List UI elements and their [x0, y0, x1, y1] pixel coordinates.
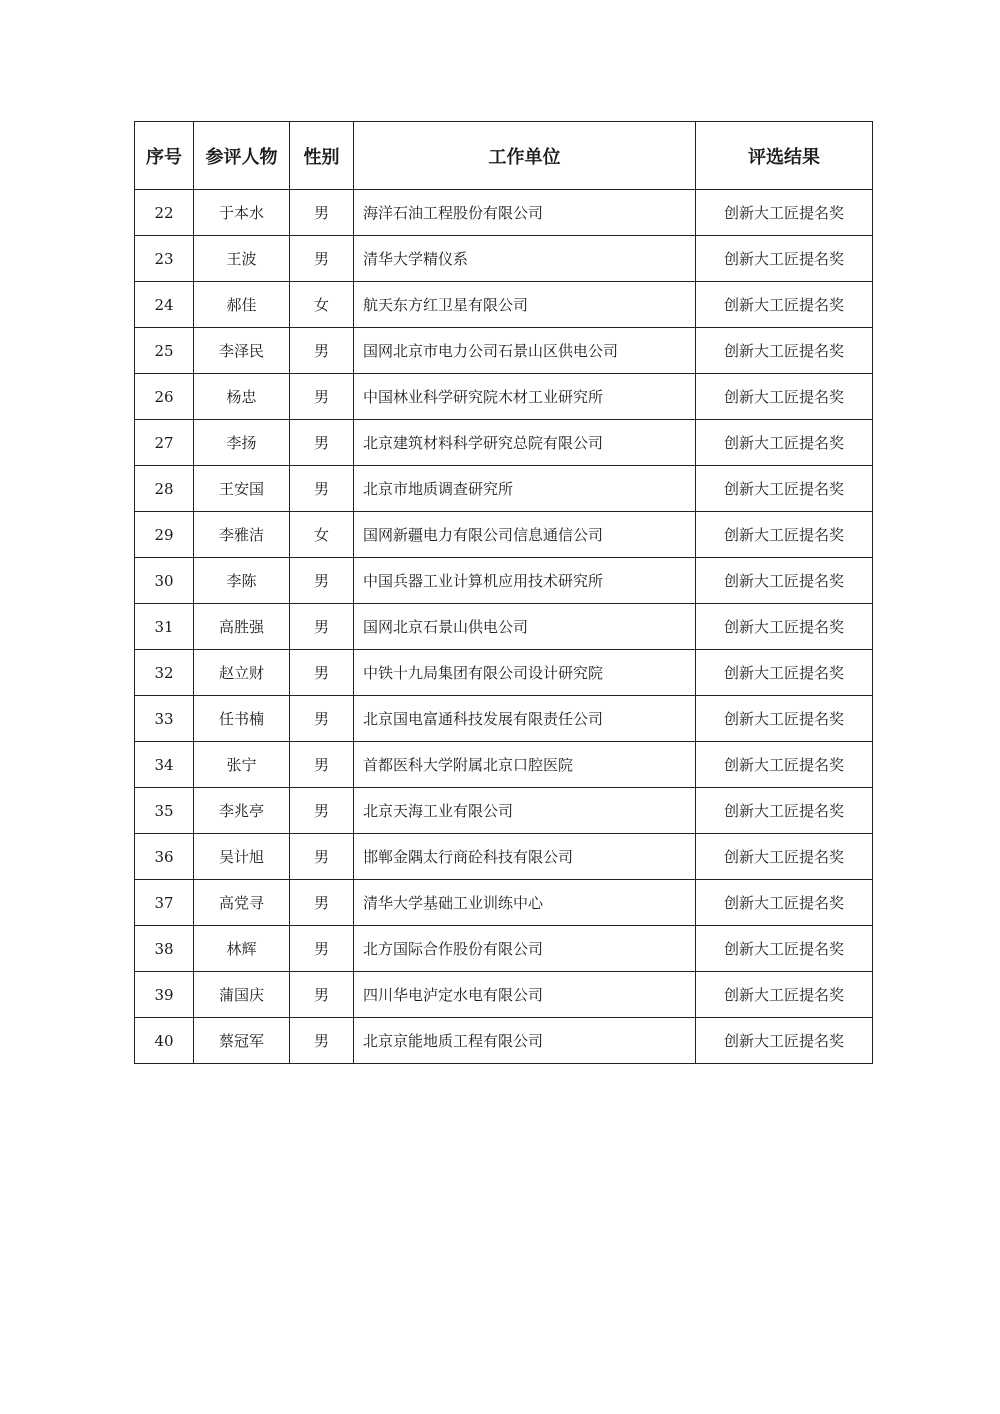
table-row — [135, 190, 873, 236]
cell-no: 26 — [135, 374, 194, 420]
table-row — [135, 604, 873, 650]
cell-name: 任书楠 — [194, 696, 290, 742]
cell-no: 35 — [135, 788, 194, 834]
cell-result: 创新大工匠提名奖 — [696, 1018, 873, 1064]
header-unit: 工作单位 — [354, 122, 696, 190]
table-row — [135, 650, 873, 696]
table-row — [135, 236, 873, 282]
cell-no: 36 — [135, 834, 194, 880]
cell-no: 40 — [135, 1018, 194, 1064]
cell-no: 37 — [135, 880, 194, 926]
cell-result: 创新大工匠提名奖 — [696, 834, 873, 880]
cell-result: 创新大工匠提名奖 — [696, 374, 873, 420]
table-row — [135, 466, 873, 512]
cell-gender: 男 — [290, 696, 354, 742]
cell-name: 杨忠 — [194, 374, 290, 420]
cell-name: 于本水 — [194, 190, 290, 236]
table-body — [135, 190, 873, 1064]
cell-gender: 男 — [290, 190, 354, 236]
cell-gender: 男 — [290, 604, 354, 650]
header-no: 序号 — [135, 122, 194, 190]
cell-name: 蒲国庆 — [194, 972, 290, 1018]
cell-result: 创新大工匠提名奖 — [696, 420, 873, 466]
table-row — [135, 880, 873, 926]
cell-unit: 国网北京石景山供电公司 — [354, 604, 696, 650]
table-row — [135, 926, 873, 972]
cell-name: 王波 — [194, 236, 290, 282]
cell-result: 创新大工匠提名奖 — [696, 742, 873, 788]
cell-unit: 北方国际合作股份有限公司 — [354, 926, 696, 972]
cell-unit: 中国林业科学研究院木材工业研究所 — [354, 374, 696, 420]
cell-unit: 北京京能地质工程有限公司 — [354, 1018, 696, 1064]
cell-result: 创新大工匠提名奖 — [696, 328, 873, 374]
cell-result: 创新大工匠提名奖 — [696, 880, 873, 926]
cell-gender: 男 — [290, 236, 354, 282]
cell-name: 王安国 — [194, 466, 290, 512]
header-name: 参评人物 — [194, 122, 290, 190]
cell-result: 创新大工匠提名奖 — [696, 696, 873, 742]
cell-no: 33 — [135, 696, 194, 742]
cell-result: 创新大工匠提名奖 — [696, 236, 873, 282]
cell-result: 创新大工匠提名奖 — [696, 190, 873, 236]
cell-unit: 海洋石油工程股份有限公司 — [354, 190, 696, 236]
cell-unit: 首都医科大学附属北京口腔医院 — [354, 742, 696, 788]
table-row — [135, 788, 873, 834]
cell-no: 39 — [135, 972, 194, 1018]
cell-unit: 航天东方红卫星有限公司 — [354, 282, 696, 328]
cell-no: 29 — [135, 512, 194, 558]
cell-unit: 北京建筑材料科学研究总院有限公司 — [354, 420, 696, 466]
cell-gender: 男 — [290, 972, 354, 1018]
table-row — [135, 374, 873, 420]
cell-gender: 男 — [290, 650, 354, 696]
cell-gender: 男 — [290, 374, 354, 420]
cell-unit: 国网北京市电力公司石景山区供电公司 — [354, 328, 696, 374]
cell-unit: 北京国电富通科技发展有限责任公司 — [354, 696, 696, 742]
cell-gender: 男 — [290, 880, 354, 926]
cell-no: 28 — [135, 466, 194, 512]
cell-name: 赵立财 — [194, 650, 290, 696]
cell-name: 李雅洁 — [194, 512, 290, 558]
cell-name: 高胜强 — [194, 604, 290, 650]
cell-name: 林辉 — [194, 926, 290, 972]
table-header — [135, 122, 873, 190]
cell-result: 创新大工匠提名奖 — [696, 282, 873, 328]
table-row — [135, 742, 873, 788]
cell-gender: 男 — [290, 328, 354, 374]
cell-result: 创新大工匠提名奖 — [696, 926, 873, 972]
cell-unit: 北京天海工业有限公司 — [354, 788, 696, 834]
cell-name: 李兆亭 — [194, 788, 290, 834]
cell-gender: 女 — [290, 512, 354, 558]
cell-no: 30 — [135, 558, 194, 604]
award-table — [134, 121, 873, 1064]
cell-gender: 男 — [290, 466, 354, 512]
table-row — [135, 328, 873, 374]
cell-unit: 邯郸金隅太行商砼科技有限公司 — [354, 834, 696, 880]
cell-name: 张宁 — [194, 742, 290, 788]
cell-name: 高党寻 — [194, 880, 290, 926]
cell-gender: 女 — [290, 282, 354, 328]
cell-result: 创新大工匠提名奖 — [696, 604, 873, 650]
cell-unit: 四川华电泸定水电有限公司 — [354, 972, 696, 1018]
cell-result: 创新大工匠提名奖 — [696, 972, 873, 1018]
cell-result: 创新大工匠提名奖 — [696, 466, 873, 512]
cell-gender: 男 — [290, 834, 354, 880]
cell-name: 蔡冠军 — [194, 1018, 290, 1064]
cell-no: 31 — [135, 604, 194, 650]
header-result: 评选结果 — [696, 122, 873, 190]
table-row — [135, 558, 873, 604]
cell-unit: 清华大学基础工业训练中心 — [354, 880, 696, 926]
table-row — [135, 1018, 873, 1064]
cell-gender: 男 — [290, 420, 354, 466]
cell-unit: 国网新疆电力有限公司信息通信公司 — [354, 512, 696, 558]
cell-no: 22 — [135, 190, 194, 236]
table-row — [135, 696, 873, 742]
cell-gender: 男 — [290, 1018, 354, 1064]
cell-unit: 中国兵器工业计算机应用技术研究所 — [354, 558, 696, 604]
cell-unit: 中铁十九局集团有限公司设计研究院 — [354, 650, 696, 696]
cell-name: 吴计旭 — [194, 834, 290, 880]
cell-gender: 男 — [290, 742, 354, 788]
header-gender: 性别 — [290, 122, 354, 190]
cell-name: 李陈 — [194, 558, 290, 604]
table-row — [135, 834, 873, 880]
cell-no: 25 — [135, 328, 194, 374]
header-row — [135, 122, 873, 190]
cell-name: 李扬 — [194, 420, 290, 466]
cell-gender: 男 — [290, 558, 354, 604]
table-row — [135, 972, 873, 1018]
cell-result: 创新大工匠提名奖 — [696, 650, 873, 696]
cell-unit: 清华大学精仪系 — [354, 236, 696, 282]
cell-no: 24 — [135, 282, 194, 328]
cell-no: 34 — [135, 742, 194, 788]
cell-gender: 男 — [290, 788, 354, 834]
cell-result: 创新大工匠提名奖 — [696, 558, 873, 604]
cell-no: 23 — [135, 236, 194, 282]
table-row — [135, 282, 873, 328]
cell-no: 32 — [135, 650, 194, 696]
cell-name: 李泽民 — [194, 328, 290, 374]
cell-unit: 北京市地质调查研究所 — [354, 466, 696, 512]
cell-no: 27 — [135, 420, 194, 466]
table-row — [135, 512, 873, 558]
cell-no: 38 — [135, 926, 194, 972]
cell-result: 创新大工匠提名奖 — [696, 788, 873, 834]
cell-name: 郝佳 — [194, 282, 290, 328]
cell-result: 创新大工匠提名奖 — [696, 512, 873, 558]
table-row — [135, 420, 873, 466]
cell-gender: 男 — [290, 926, 354, 972]
